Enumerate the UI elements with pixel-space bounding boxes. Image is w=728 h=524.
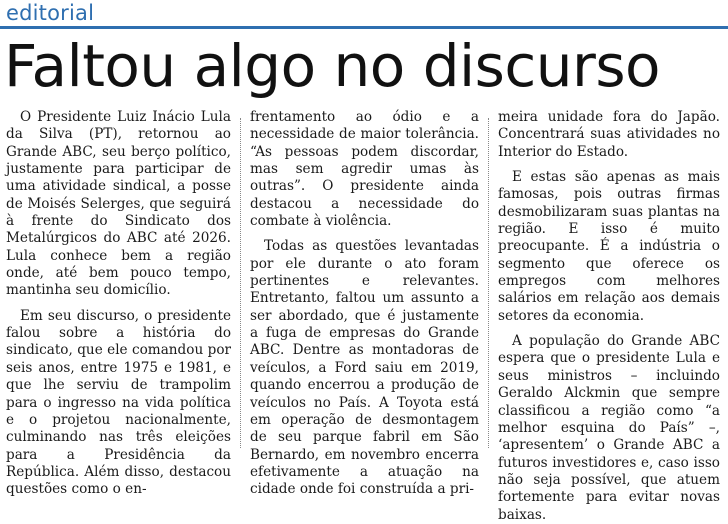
paragraph: Em seu discurso, o presidente falou sobre a história do sindicato, que ele comandou por seis anos, entre 1975 e 1981, e que lhe serviu de trampolim para o ingresso na vida política e o projetou nacionalmente, culminando nas três eleições para a Presidência da República. Além disso, destacou questões como o en- <box>6 307 231 498</box>
paragraph: O Presidente Luiz Inácio Lula da Silva (PT), retornou ao Grande ABC, seu berço político, justamente para participar de uma atividade sindical, a posse de Moisés Selerges, que seguirá à frente do Sindicato dos Metalúrgicos do ABC até 2026. Lula conhece bem a região onde, até bem pouco tempo, mantinha seu domicílio. <box>6 109 231 299</box>
paragraph: Todas as questões levantadas por ele durante o ato foram pertinentes e relevantes. Entretanto, faltou um assunto a ser abordado, que é justamente a fuga de empresas do Grande ABC. Dentre as montadoras de veículos, a Ford saiu em 2019, quando encerrou a produção de veículos no País. A Toyota está em operação de desmontagem de seu parque fabril em São Bernardo, em novembro encerra efetivamente a atuação na cidade onde foi construída a pri- <box>250 238 479 498</box>
section-rule <box>0 26 728 29</box>
column-divider <box>488 118 489 448</box>
paragraph: frentamento ao ódio e a necessidade de maior tolerância. “As pessoas podem discordar, mas sem agredir umas às outras”. O presidente ainda destacou a necessidade do combate à violência. <box>250 109 479 230</box>
section-label: editorial <box>6 1 95 25</box>
headline: Faltou algo no discurso <box>4 32 661 100</box>
article-column-1 <box>6 109 231 498</box>
article-column-3 <box>498 109 720 523</box>
paragraph: E estas são apenas as mais famosas, pois outras firmas desmobilizaram suas plantas na região. E isso é muito preocupante. É a indústria o segmento que oferece os empregos com melhores salários em relação aos demais setores da economia. <box>498 169 720 324</box>
paragraph: meira unidade fora do Japão. Concentrará suas atividades no Interior do Estado. <box>498 109 720 160</box>
article-column-2 <box>250 109 479 498</box>
paragraph: A população do Grande ABC espera que o presidente Lula e seus ministros – incluindo Geraldo Alckmin que sempre classificou a região como “a melhor esquina do País” –, ‘apresentem’ o Grande ABC a futuros investidores e, caso isso não seja possível, que atuem fortemente para evitar novas baixas. <box>498 333 720 523</box>
column-divider <box>240 118 241 448</box>
